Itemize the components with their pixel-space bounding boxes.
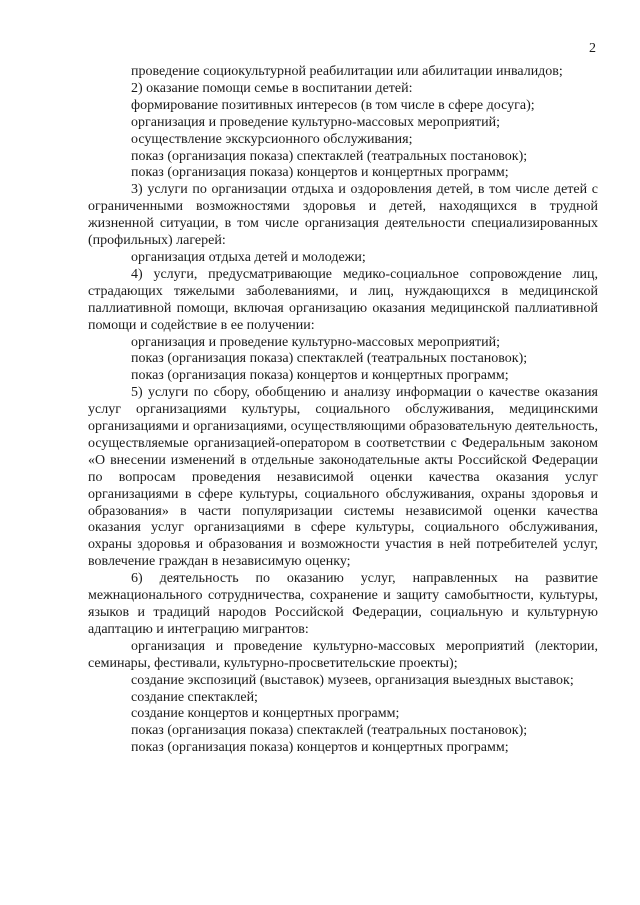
paragraph-16: организация и проведение культурно-массовых мероприятий (лектории, семинары, фестивали, культурно-просветительские проекты); — [88, 638, 598, 671]
paragraph-13: показ (организация показа) концертов и концертных программ; — [131, 368, 509, 384]
paragraph-5: осуществление экскурсионного обслуживания; — [131, 131, 413, 147]
paragraph-1: проведение социокультурной реабилитации или абилитации инвалидов; — [131, 64, 563, 79]
page-number: 2 — [589, 41, 596, 56]
paragraph-6: показ (организация показа) спектаклей (театральных постановок); — [131, 148, 528, 164]
paragraph-8: 3) услуги по организации отдыха и оздоровления детей, в том числе детей с ограниченными возможностями здоровья и детей, находящихся в трудной жизненной ситуации, в том числе организация деятельности специализированных (профильных) лагерей: — [88, 182, 598, 249]
paragraph-3: формирование позитивных интересов (в том числе в сфере досуга); — [131, 97, 535, 113]
paragraph-7: показ (организация показа) концертов и концертных программ; — [131, 165, 509, 181]
document-body — [88, 64, 598, 757]
paragraph-19: создание концертов и концертных программ; — [131, 706, 400, 722]
paragraph-18: создание спектаклей; — [131, 689, 258, 705]
paragraph-21: показ (организация показа) концертов и концертных программ; — [131, 740, 509, 756]
paragraph-9: организация отдыха детей и молодежи; — [131, 249, 366, 265]
paragraph-12: показ (организация показа) спектаклей (театральных постановок); — [131, 351, 528, 367]
paragraph-15: 6) деятельность по оказанию услуг, направленных на развитие межнационального сотрудничества, сохранение и защиту самобытности, культуры, языков и традиций народов Российской Федерации, социальную и культурную адаптацию и интеграцию мигрантов: — [88, 571, 598, 637]
paragraph-11: организация и проведение культурно-массовых мероприятий; — [131, 334, 501, 350]
paragraph-2: 2) оказание помощи семье в воспитании детей: — [131, 80, 413, 96]
paragraph-10: 4) услуги, предусматривающие медико-социальное сопровождение лиц, страдающих тяжелыми заболеваниями, и лиц, нуждающихся в медицинской паллиативной помощи, включая организацию оказания медицинской паллиативной помощи и содействие в ее получении: — [88, 266, 598, 333]
paragraph-17: создание экспозиций (выставок) музеев, организация выездных выставок; — [131, 672, 574, 688]
paragraph-4: организация и проведение культурно-массовых мероприятий; — [131, 114, 501, 130]
paragraph-14: 5) услуги по сбору, обобщению и анализу информации о качестве оказания услуг организациями культуры, социального обслуживания, медицинскими организациями и организациями, осуществляющими образовательную деятельность, осуществляемые организацией-оператором в соответствии с Федеральным законом «О внесении изменений в отдельные законодательные акты Российской Федерации по вопросам проведения независимой оценки качества оказания услуг организациями в сфере культуры, социального обслуживания, охраны здоровья и образования» в части популяризации системы независимой оценки качества оказания услуг организациями в сфере культуры, социального обслуживания, охраны здоровья и образования и возможности участия в ней потребителей услуг, вовлечение граждан в независимую оценку; — [88, 385, 598, 570]
paragraph-20: показ (организация показа) спектаклей (театральных постановок); — [131, 723, 528, 739]
